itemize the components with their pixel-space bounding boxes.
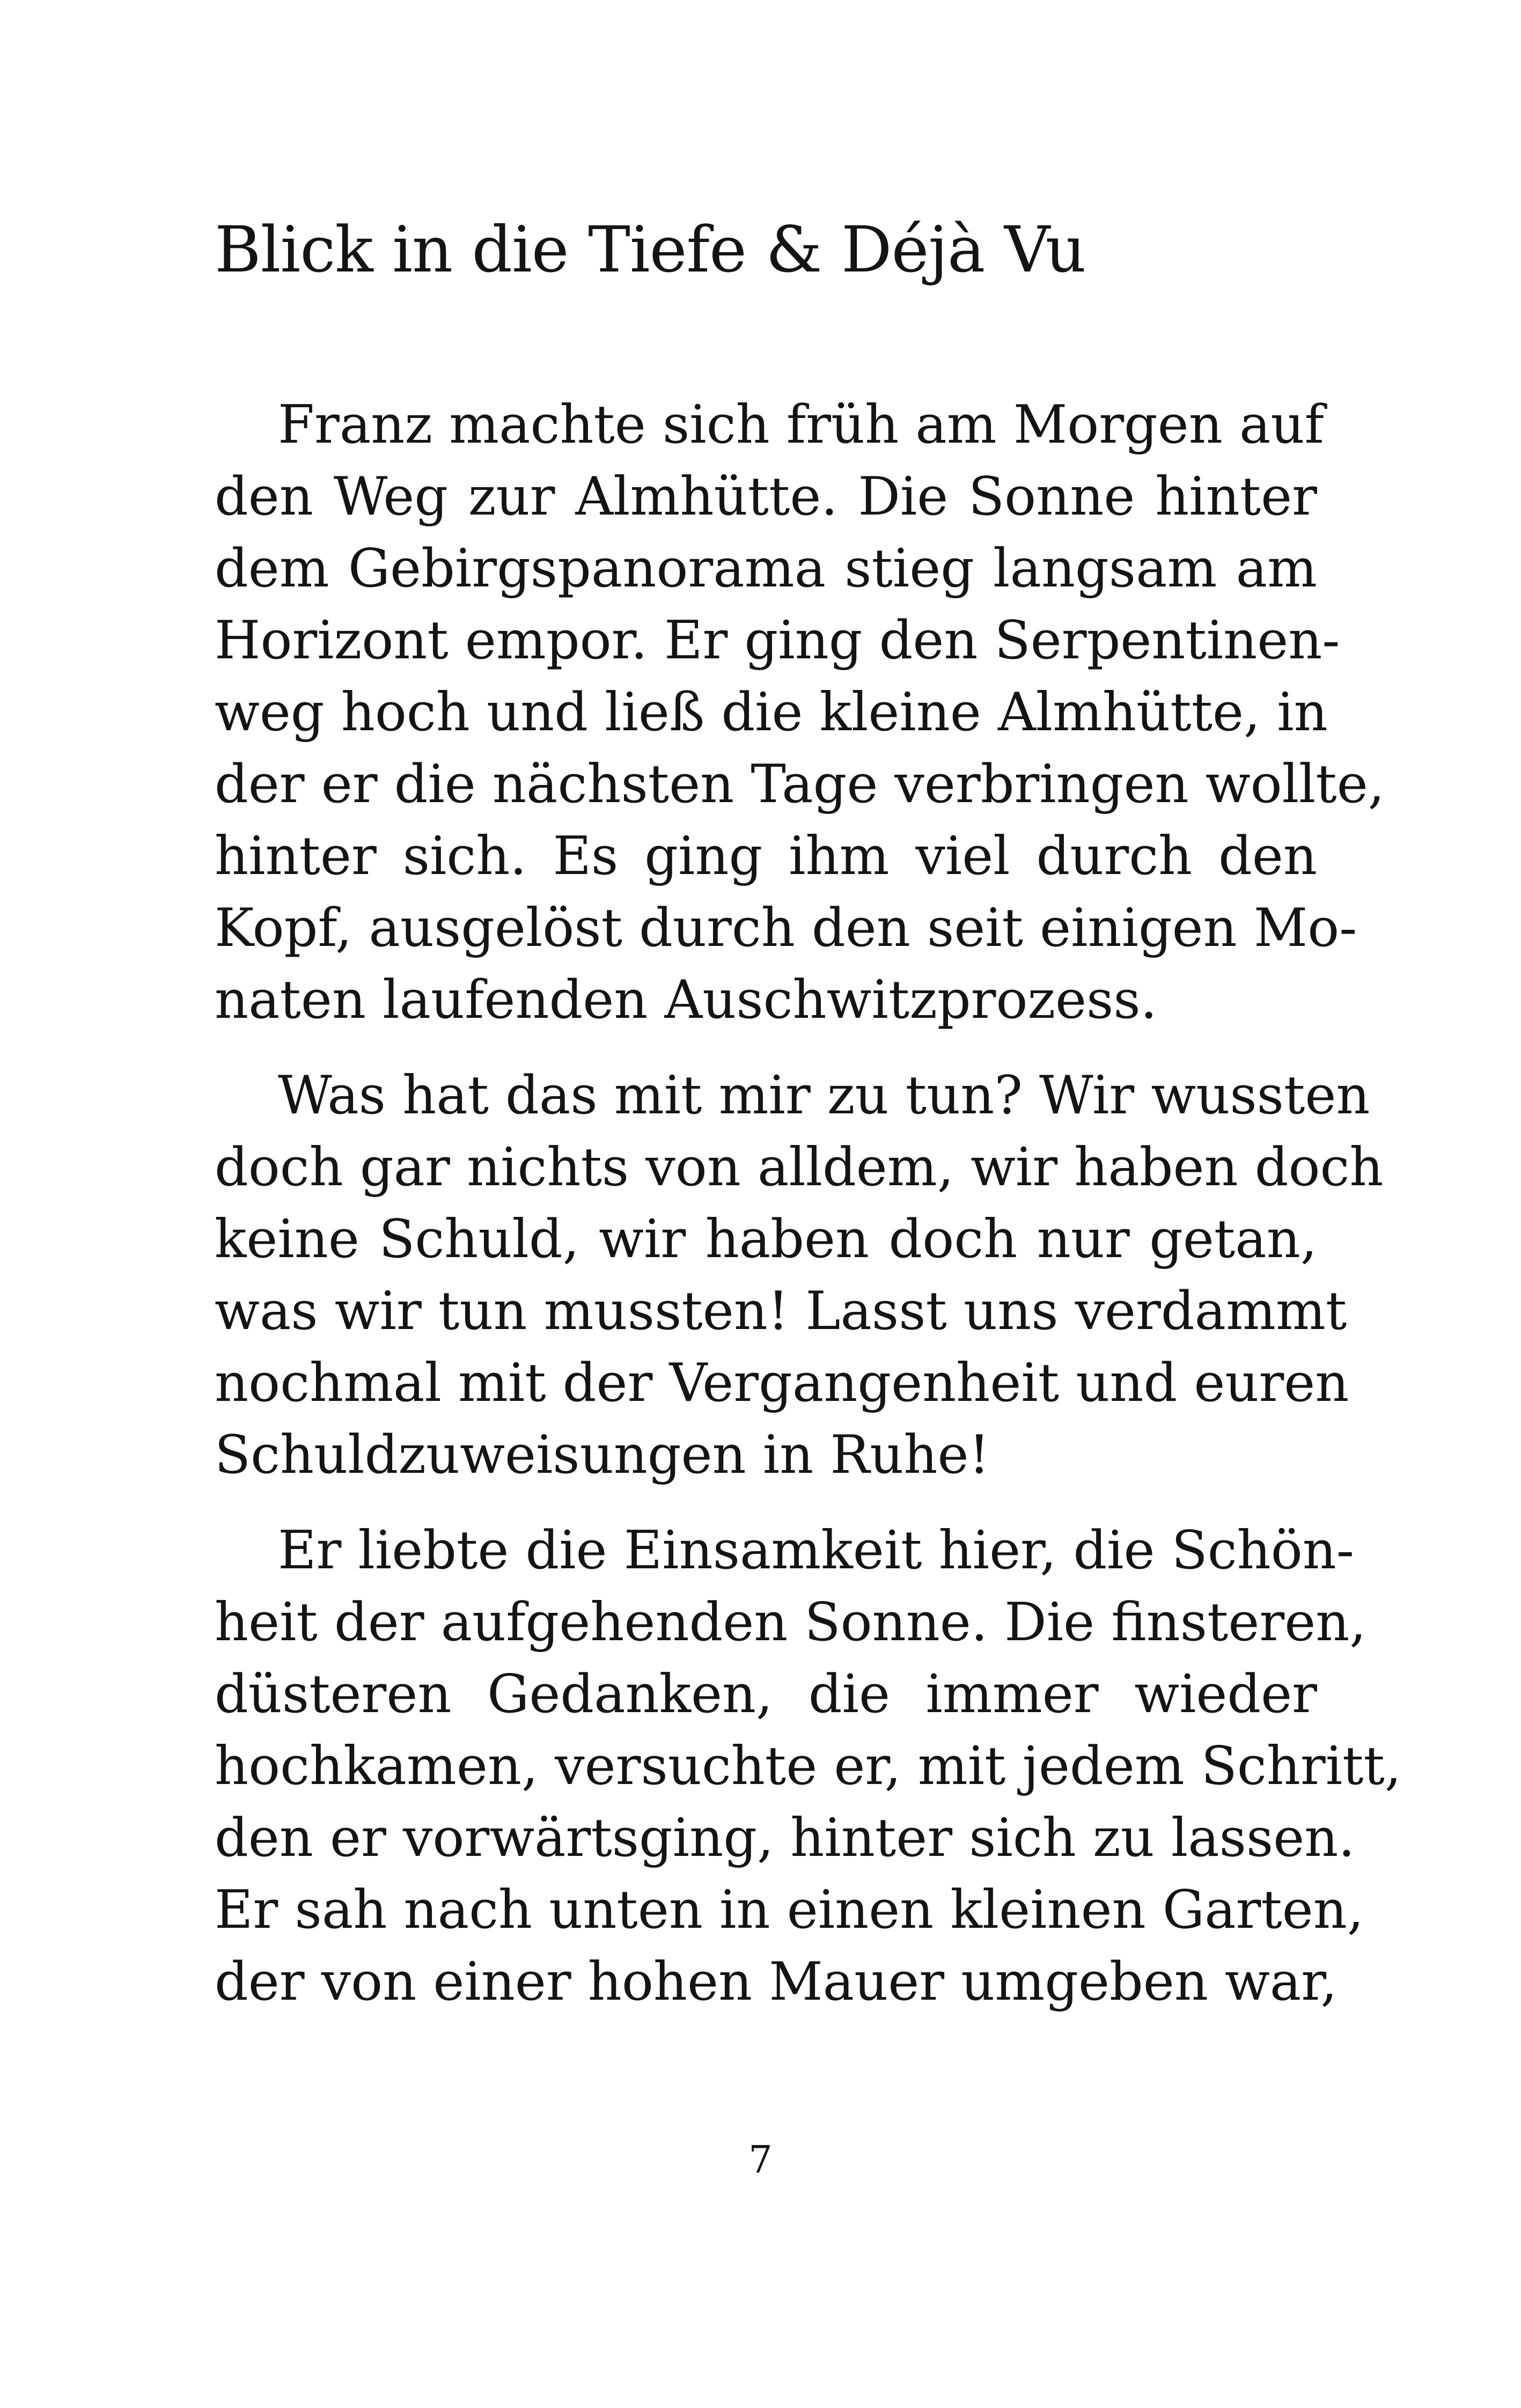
text-line: Horizont empor. Er ging den Serpentinen- (215, 610, 1340, 671)
text-line: dem Gebirgspanorama stieg langsam am (215, 538, 1317, 599)
text-line: hochkamen, versuchte er, mit jedem Schritt, (215, 1736, 1402, 1797)
text-line: weg hoch und ließ die kleine Almhütte, in (215, 682, 1328, 743)
text-line: heit der aufgehenden Sonne. Die finsteren, (215, 1592, 1366, 1653)
text-line: Er sah nach unten in einen kleinen Garten, (215, 1880, 1364, 1941)
text-line: Kopf, ausgelöst durch den seit einigen Mo- (215, 898, 1357, 959)
text-line: den Weg zur Almhütte. Die Sonne hinter (215, 466, 1317, 527)
text-line: was wir tun mussten! Lasst uns verdammt (215, 1281, 1347, 1342)
paragraph-2 (215, 1060, 1384, 1491)
text-line: keine Schuld, wir haben doch nur getan, (215, 1209, 1317, 1270)
text-line: Was hat das mit mir zu tun? Wir wussten (278, 1065, 1370, 1126)
text-line: Schuldzuweisungen in Ruhe! (215, 1425, 990, 1486)
chapter-title: Blick in die Tiefe & Déjà Vu (215, 212, 1086, 287)
text-line: hinter sich. Es ging ihm viel durch den (215, 826, 1317, 887)
text-line: der von einer hohen Mauer umgeben war, (215, 1951, 1338, 2013)
text-line: doch gar nichts von alldem, wir haben doch (215, 1137, 1384, 1198)
page-number: 7 (748, 2138, 773, 2182)
paragraph-3 (215, 1515, 1402, 2018)
body-text (215, 389, 1402, 2042)
text-line: der er die nächsten Tage verbringen wollte, (215, 754, 1385, 815)
paragraph-1 (215, 389, 1385, 1036)
text-line: Franz machte sich früh am Morgen auf (278, 394, 1324, 456)
text-line: den er vorwärtsging, hinter sich zu lassen. (215, 1808, 1355, 1869)
text-line: düsteren Gedanken, die immer wieder (215, 1664, 1317, 1725)
text-line: naten laufenden Auschwitzprozess. (215, 970, 1157, 1031)
text-line: Er liebte die Einsamkeit hier, die Schön- (278, 1520, 1355, 1581)
text-line: nochmal mit der Vergangenheit und euren (215, 1353, 1349, 1414)
